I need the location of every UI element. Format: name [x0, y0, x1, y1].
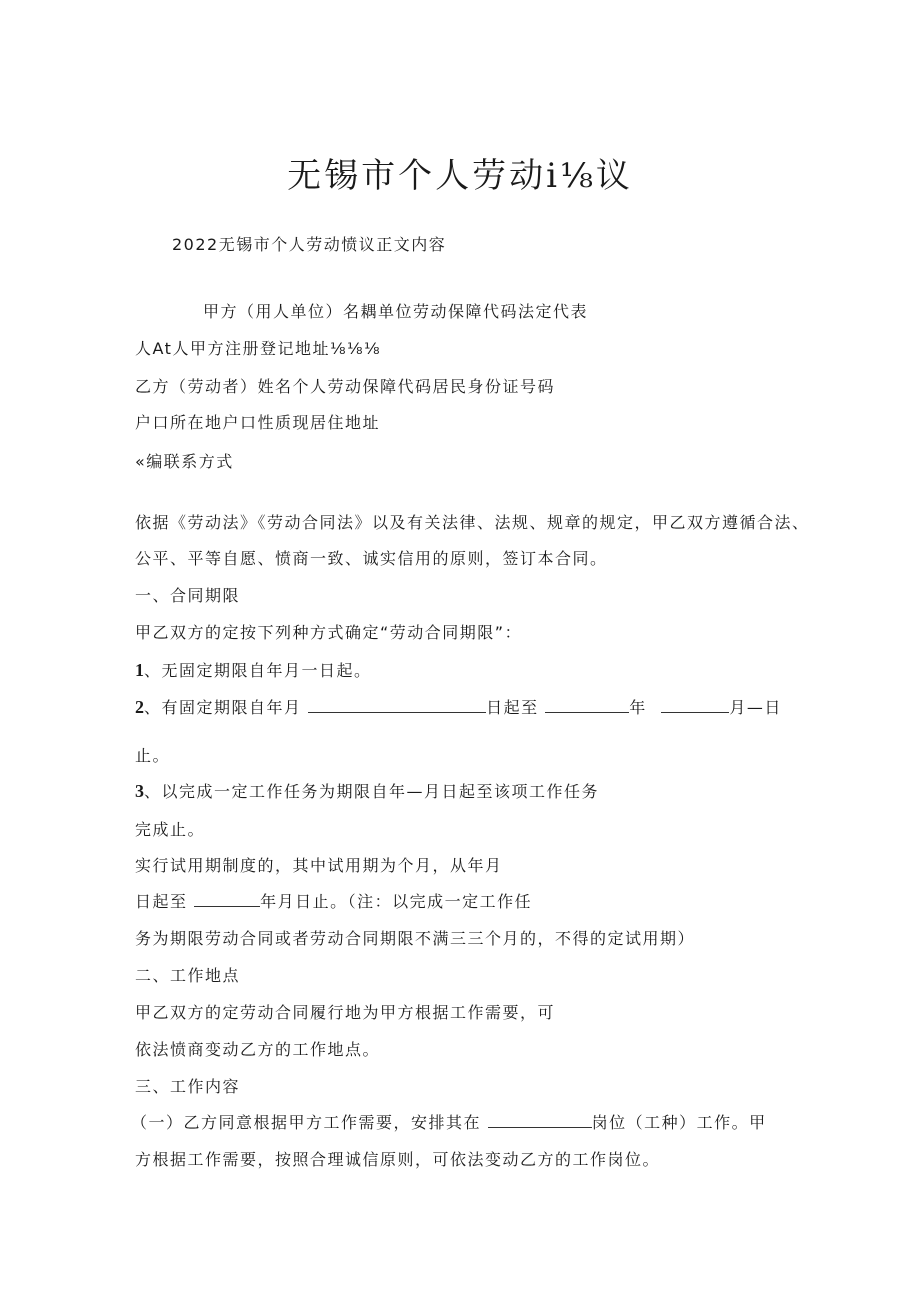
party-b-line-2: 户口所在地户口性质现居住地址 — [135, 413, 381, 432]
term-item-1 — [135, 658, 372, 681]
term-item-1-text: 、无固定期限自年月一日起。 — [144, 661, 372, 680]
term-item-2-text-a: 、有固定期限自年月 — [144, 698, 302, 717]
term-item-2-end: 止。 — [135, 746, 171, 765]
term-item-3-text: 、以完成一定工作任务为期限自年—月日起至该项工作任务 — [144, 782, 600, 801]
section-3-heading: 三、工作内容 — [135, 1077, 241, 1096]
blank-field-end-month — [661, 698, 729, 713]
section-2-line-2: 依法愤商变动乙方的工作地点。 — [135, 1040, 381, 1059]
term-item-2-text-b: 日起至 — [486, 698, 539, 717]
section-2-line-1: 甲乙双方的定劳动合同履行地为甲方根据工作需要，可 — [135, 1003, 556, 1022]
term-item-3-number: 3 — [135, 781, 144, 801]
trial-line-3: 务为期限劳动合同或者劳动合同期限不满三三个月的，不得的定试用期） — [135, 929, 696, 948]
section-2-heading: 二、工作地点 — [135, 966, 241, 985]
trial-line-2-text-b: 年月日止。（注：以完成一定工作任 — [260, 892, 533, 911]
term-item-3-end: 完成止。 — [135, 820, 206, 839]
term-item-3 — [135, 779, 599, 802]
section-3-para-1-line-2: 方根据工作需要，按照合理诚信原则，可依法变动乙方的工作岗位。 — [135, 1150, 661, 1169]
trial-line-2-text-a: 日起至 — [135, 892, 188, 911]
section-1-lead: 甲乙双方的定按下列种方式确定“劳动合同期限”： — [135, 623, 523, 642]
term-item-2-text-c: 年 — [629, 698, 647, 717]
blank-field-end-year — [545, 698, 629, 713]
intro-line-1: 依据《劳动法》《劳动合同法》以及有关法律、法规、规章的规定，甲乙双方遵循合法、 — [135, 513, 810, 532]
trial-line-2 — [135, 889, 532, 912]
party-b-line-3: «编联系方式 — [135, 452, 234, 471]
intro-line-2: 公平、平等自愿、愤商一致、诚实信用的原则，签订本合同。 — [135, 549, 608, 568]
blank-field-start — [308, 698, 486, 713]
term-item-2 — [135, 695, 782, 718]
term-item-2-number: 2 — [135, 697, 144, 717]
document-title: 无锡市个人劳动i⅛议 — [287, 156, 633, 196]
blank-field-position — [488, 1113, 592, 1128]
blank-field-trial-end — [194, 892, 260, 907]
document-subtitle: 2022无锡市个人劳动愤议正文内容 — [172, 235, 447, 254]
section-3-para-1 — [131, 1110, 767, 1133]
section-1-heading: 一、合同期限 — [135, 586, 241, 605]
party-a-line-2: 人At人甲方注册登记地址⅛⅛⅛ — [135, 339, 381, 358]
party-a-line-1: 甲方（用人单位）名耦单位劳动保障代码法定代表 — [203, 302, 589, 321]
section-3-para-1-text-a: （一）乙方同意根据甲方工作需要，安排其在 — [131, 1113, 482, 1132]
trial-line-1: 实行试用期制度的，其中试用期为个月，从年月 — [135, 856, 503, 875]
term-item-2-text-d: 月—日 — [729, 698, 782, 717]
party-b-line-1: 乙方（劳动者）姓名个人劳动保障代码居民身份证号码 — [135, 377, 556, 396]
section-3-para-1-text-b: 岗位（工种）工作。甲 — [591, 1113, 767, 1132]
term-item-1-number: 1 — [135, 660, 144, 680]
